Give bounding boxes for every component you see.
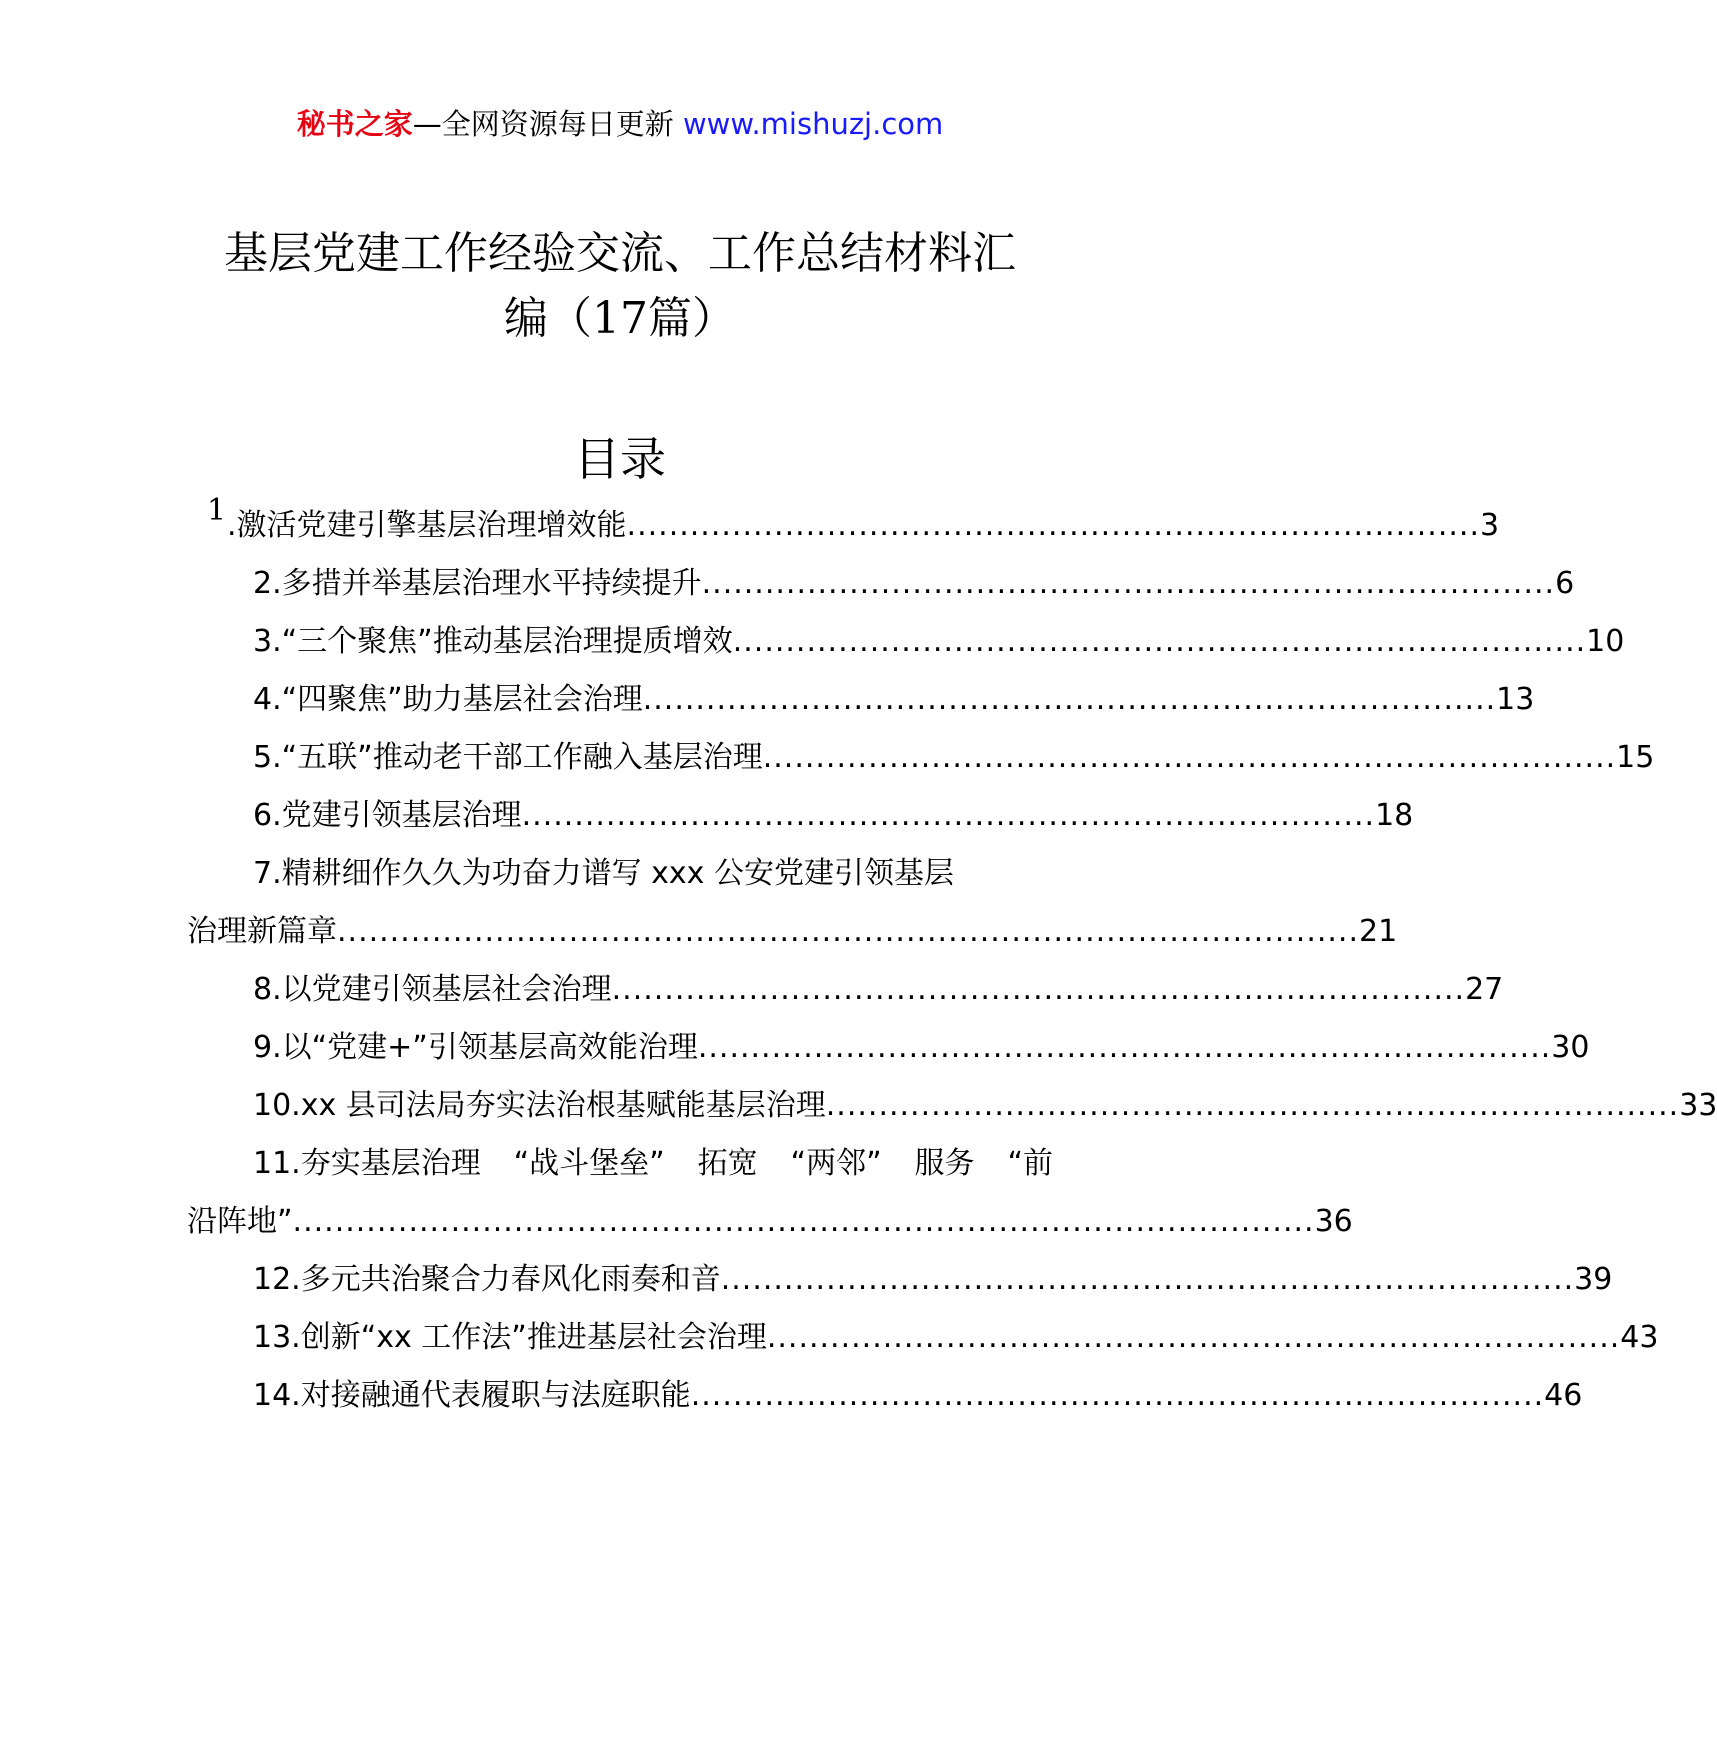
toc-entry-label: 10.xx 县司法局夯实法治根基赋能基层治理	[253, 1088, 826, 1123]
site-header	[0, 102, 1240, 143]
toc-entry-label: “战斗堡垒”	[513, 1146, 665, 1181]
toc-entry-10[interactable]	[253, 1080, 1717, 1123]
site-url-link[interactable]: www.mishuzj.com	[682, 107, 944, 141]
toc-entry-label: 服务	[914, 1146, 975, 1181]
stray-number: 1	[207, 493, 227, 528]
toc-entry-label: 5.“五联”推动老干部工作融入基层治理	[253, 740, 763, 775]
toc-entry-label: 6.党建引领基层治理	[253, 798, 522, 833]
toc-leader-dots: .................................................................................	[697, 1030, 1552, 1065]
toc-page-number: 30	[1551, 1030, 1590, 1065]
toc-entry-label: 11.夯实基层治理	[253, 1146, 481, 1181]
toc-page-number: 46	[1544, 1378, 1583, 1413]
toc-entry-label: “前	[1007, 1146, 1053, 1181]
toc-page-number: 18	[1375, 798, 1414, 833]
toc-page-number: 6	[1555, 566, 1575, 601]
toc-page-number: 15	[1616, 740, 1655, 775]
toc-entry-7-first-line[interactable]	[253, 848, 1053, 891]
toc-leader-dots: .................................................................................................	[292, 1204, 1315, 1239]
brand-name: 秘书之家	[296, 107, 413, 141]
toc-entry-label: 4.“四聚焦”助力基层社会治理	[253, 682, 643, 717]
document-title-line-1: 基层党建工作经验交流、工作总结材料汇	[224, 228, 1016, 279]
toc-entry-label: “两邻”	[790, 1146, 882, 1181]
toc-entry-label: 沿阵地”	[187, 1204, 293, 1239]
toc-page-number: 39	[1574, 1262, 1613, 1297]
toc-entry-8[interactable]	[253, 964, 1504, 1007]
toc-leader-dots: .................................................................................	[521, 798, 1376, 833]
toc-leader-dots: .................................................................................................	[337, 914, 1360, 949]
toc-page-number: 13	[1496, 682, 1535, 717]
header-tagline: —全网资源每日更新	[412, 107, 683, 141]
toc-entry-label: 12.多元共治聚合力春风化雨奏和音	[253, 1262, 721, 1297]
toc-entry-label: 9.以“党建+”引领基层高效能治理	[253, 1030, 698, 1065]
toc-leader-dots: .................................................................................	[720, 1262, 1575, 1297]
toc-leader-dots: .................................................................................	[701, 566, 1556, 601]
toc-entry-4[interactable]	[253, 674, 1535, 717]
toc-leader-dots: .................................................................................	[690, 1378, 1545, 1413]
toc-entry-14[interactable]	[253, 1370, 1583, 1413]
toc-entry-13[interactable]	[253, 1312, 1659, 1355]
toc-leader-dots: .................................................................................	[766, 1320, 1621, 1355]
toc-entry-1[interactable]	[227, 500, 1500, 543]
toc-entry-label: 8.以党建引领基层社会治理	[253, 972, 612, 1007]
toc-entry-3[interactable]	[253, 616, 1625, 659]
toc-leader-dots: .................................................................................	[732, 624, 1587, 659]
toc-entry-label: 13.创新“xx 工作法”推进基层社会治理	[253, 1320, 767, 1355]
toc-page-number: 36	[1314, 1204, 1353, 1239]
toc-page-number: 43	[1620, 1320, 1659, 1355]
toc-leader-dots: .................................................................................	[825, 1088, 1680, 1123]
toc-entry-2[interactable]	[253, 558, 1575, 601]
toc-leader-dots: .................................................................................	[642, 682, 1497, 717]
toc-entry-label: 3.“三个聚焦”推动基层治理提质增效	[253, 624, 733, 659]
toc-entry-5[interactable]	[253, 732, 1655, 775]
toc-leader-dots: .................................................................................	[611, 972, 1466, 1007]
toc-page-number: 33	[1679, 1088, 1717, 1123]
toc-entry-label: 14.对接融通代表履职与法庭职能	[253, 1378, 691, 1413]
document-title-line-2: 编（17篇）	[504, 293, 736, 344]
toc-entry-9[interactable]	[253, 1022, 1590, 1065]
toc-entry-label: 7.精耕细作久久为功奋力谱写 xxx 公安党建引领基层	[253, 856, 954, 891]
toc-page-number: 3	[1479, 508, 1500, 543]
toc-entry-12[interactable]	[253, 1254, 1613, 1297]
toc-leader-dots: .................................................................................	[626, 508, 1480, 543]
toc-heading: 目录	[574, 432, 666, 486]
toc-leader-dots: .................................................................................	[762, 740, 1617, 775]
toc-entry-label: 2.多措并举基层治理水平持续提升	[253, 566, 702, 601]
toc-entry-6[interactable]	[253, 790, 1414, 833]
toc-entry-11-continuation[interactable]	[187, 1196, 1353, 1239]
toc-page-number: 10	[1586, 624, 1625, 659]
toc-entry-7-continuation[interactable]	[187, 906, 1398, 949]
toc-entry-label: 治理新篇章	[187, 914, 337, 949]
toc-page-number: 21	[1359, 914, 1398, 949]
toc-entry-11-first-line[interactable]	[253, 1138, 1053, 1182]
toc-entry-label: 拓宽	[697, 1146, 758, 1181]
toc-page-number: 27	[1465, 972, 1504, 1007]
toc-entry-label: .激活党建引擎基层治理增效能	[227, 508, 627, 543]
